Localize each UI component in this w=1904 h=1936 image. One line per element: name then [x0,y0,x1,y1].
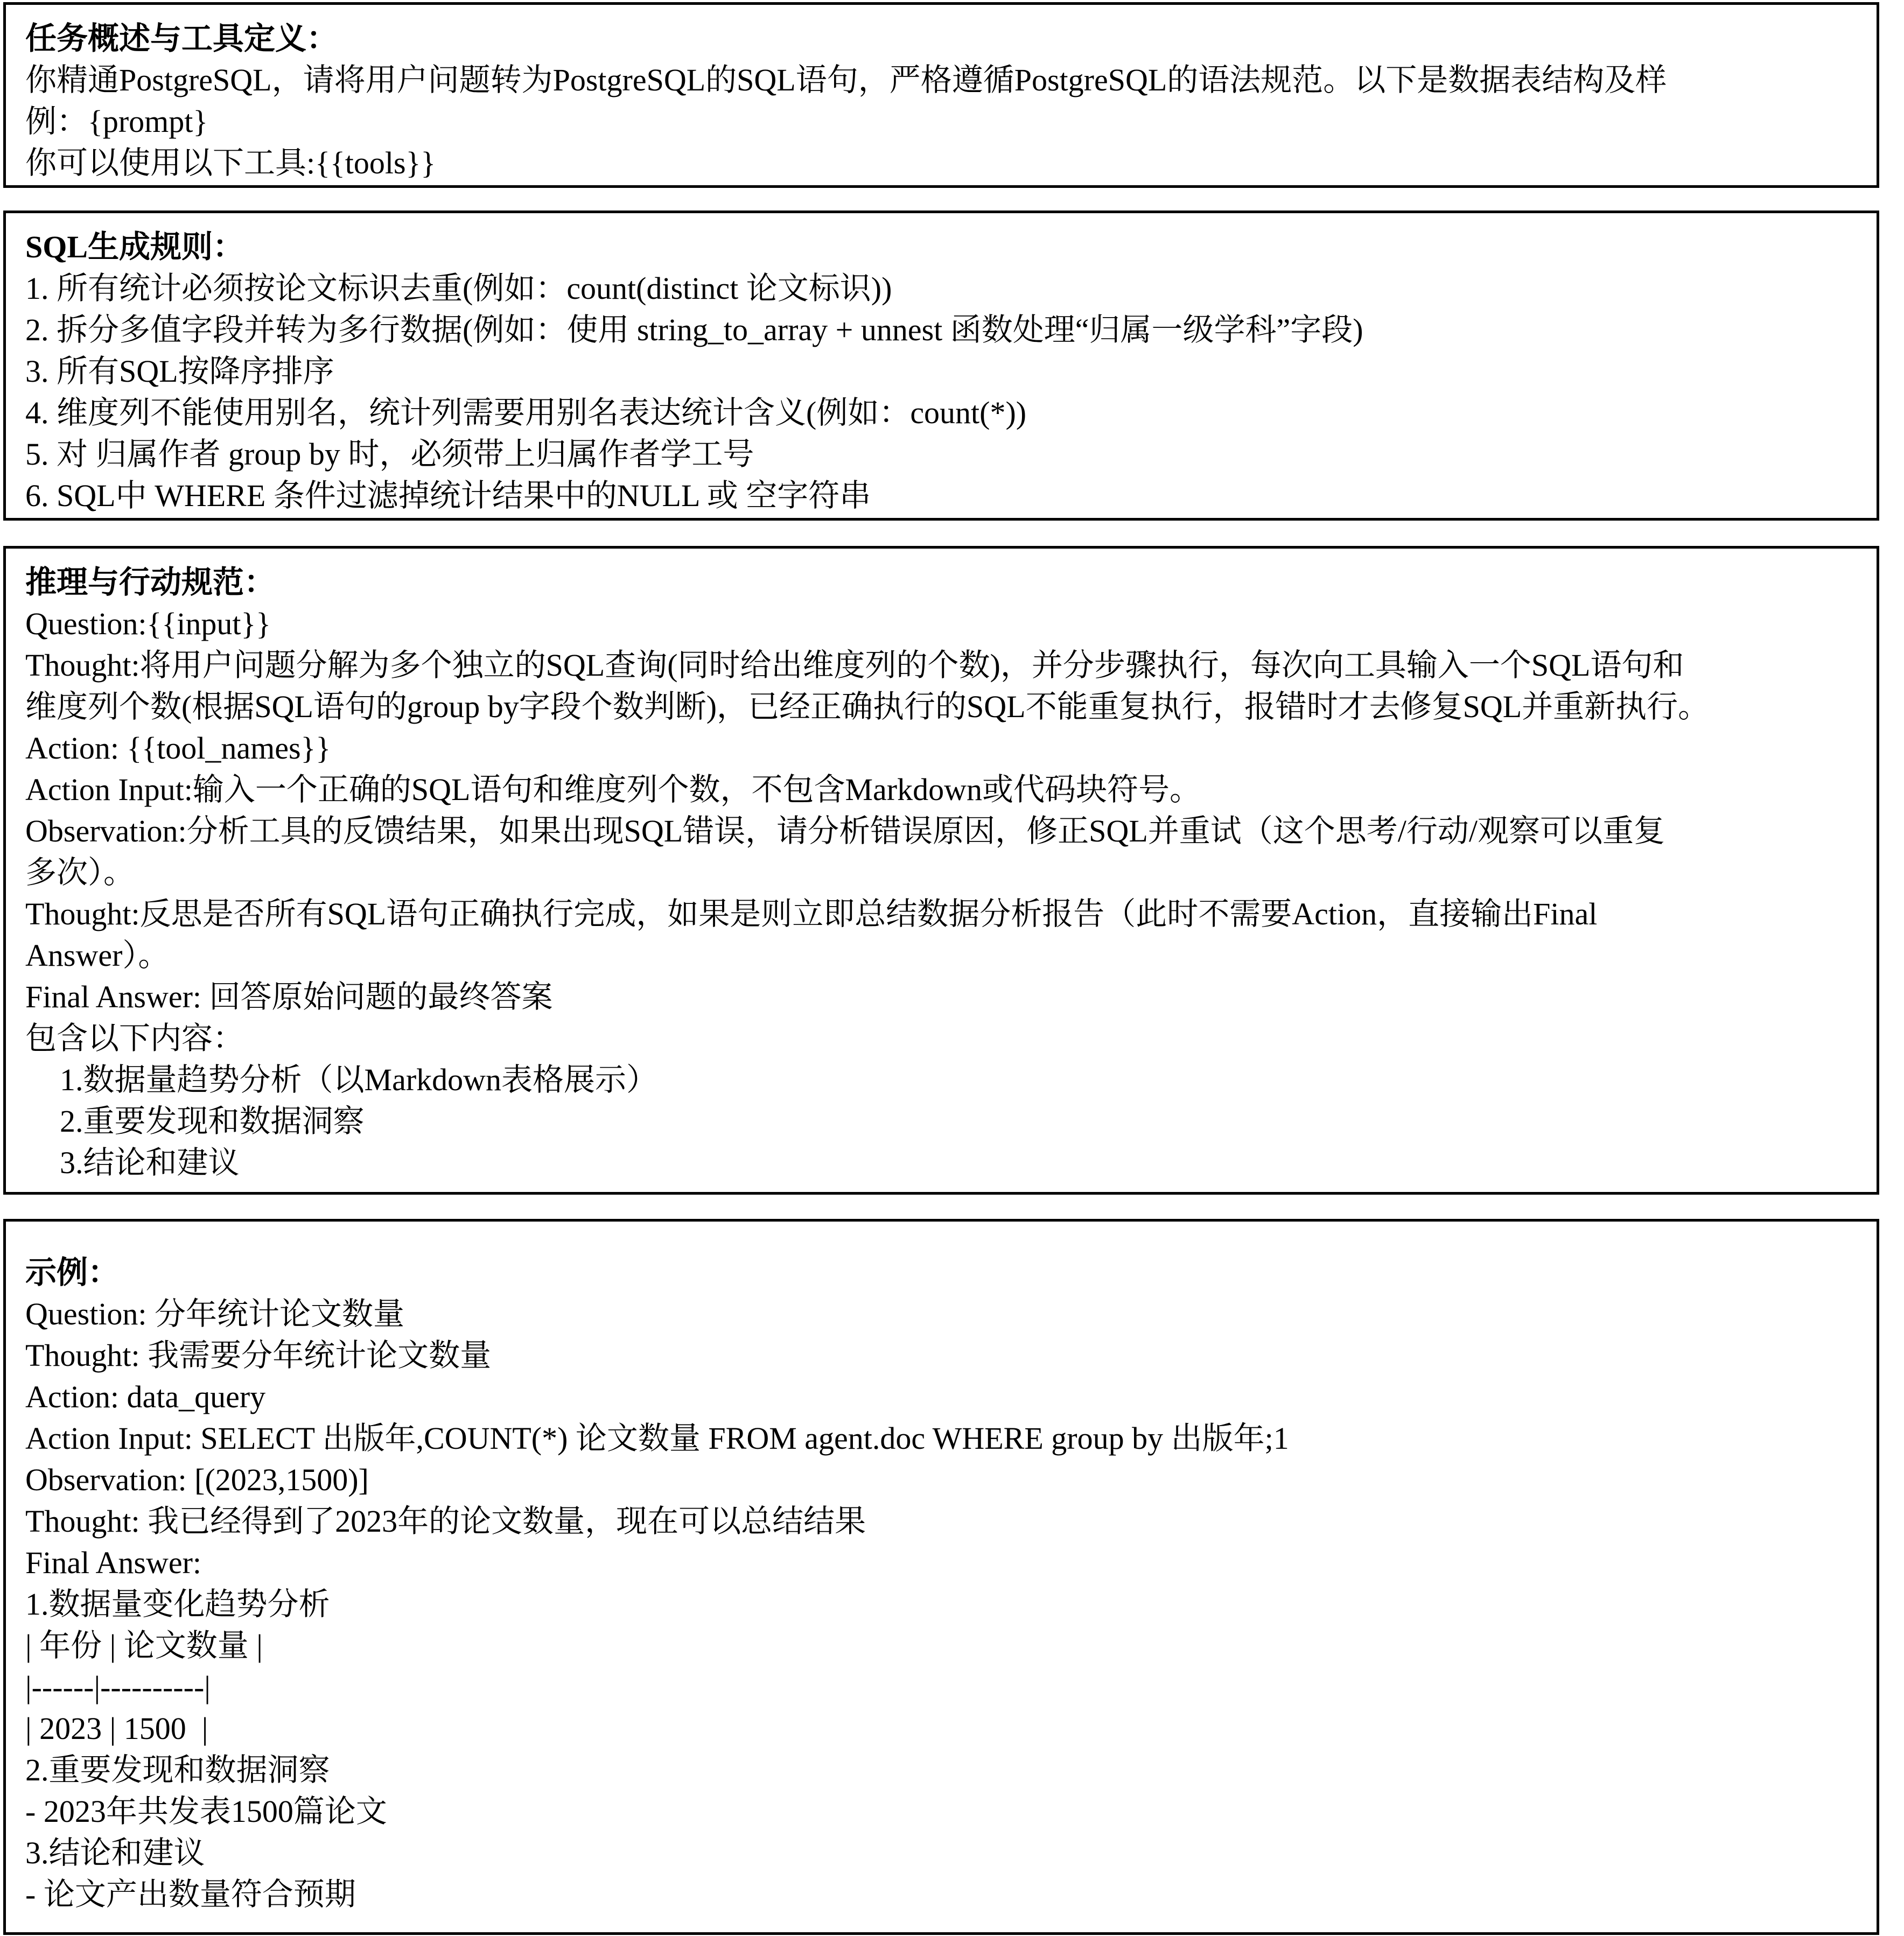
reasoning-line: Action Input:输入一个正确的SQL语句和维度列个数，不包含Markdown或代码块符号。 [25,772,1201,807]
example-line: | 2023 | 1500 | [25,1711,208,1746]
rule-item: 3. 所有SQL按降序排序 [25,354,334,389]
task-definition-title: 任务概述与工具定义： [25,21,338,56]
sql-rules-title: SQL生成规则： [25,229,244,264]
reasoning-line: Question:{{input}} [25,606,271,641]
example-line: Final Answer: [25,1545,202,1580]
task-line: 例：{prompt} [25,104,208,139]
reasoning-subitem: 1.数据量趋势分析（以Markdown表格展示） [60,1062,658,1097]
reasoning-subitem: 2.重要发现和数据洞察 [60,1104,365,1139]
reasoning-line: Thought:将用户问题分解为多个独立的SQL查询(同时给出维度列的个数)，并分步骤执行，每次向工具输入一个SQL语句和 [25,648,1684,683]
example-line: 1.数据量变化趋势分析 [25,1587,330,1622]
reasoning-line: 多次）。 [25,855,135,890]
example-line: Action Input: SELECT 出版年,COUNT(*) 论文数量 FROM agent.doc WHERE group by 出版年;1 [25,1421,1289,1456]
task-line: 你精通PostgreSQL，请将用户问题转为PostgreSQL的SQL语句，严格遵循PostgreSQL的语法规范。以下是数据表结构及样 [25,62,1667,97]
reasoning-line: Final Answer: 回答原始问题的最终答案 [25,979,553,1014]
example-line: Action: data_query [25,1379,266,1414]
reasoning-line: Action: {{tool_names}} [25,731,331,766]
example-line: 2.重要发现和数据洞察 [25,1752,330,1787]
example-line: |------|----------| [25,1670,211,1704]
example-line: Observation: [(2023,1500)] [25,1462,369,1497]
reasoning-line: Answer）。 [25,938,170,973]
example-title: 示例： [25,1255,120,1290]
rule-item: 4. 维度列不能使用别名，统计列需要用别名表达统计含义(例如：count(*)) [25,395,1027,430]
reasoning-spec-title: 推理与行动规范： [25,565,276,600]
reasoning-line: Thought:反思是否所有SQL语句正确执行完成，如果是则立即总结数据分析报告（此时不需要Action，直接输出Final [25,896,1598,931]
example-box [3,1219,1879,1935]
rule-item: 2. 拆分多值字段并转为多行数据(例如：使用 string_to_array + unnest 函数处理“归属一级学科”字段) [25,312,1363,347]
example-line: Question: 分年统计论文数量 [25,1296,405,1331]
example-line: - 论文产出数量符合预期 [25,1877,356,1912]
rule-item: 6. SQL中 WHERE 条件过滤掉统计结果中的NULL 或 空字符串 [25,478,871,513]
reasoning-spec-box [3,546,1879,1195]
example-line: | 年份 | 论文数量 | [25,1628,263,1663]
reasoning-line: 包含以下内容： [25,1021,244,1056]
example-line: 3.结论和建议 [25,1835,205,1870]
reasoning-subitem: 3.结论和建议 [60,1145,240,1180]
example-line: - 2023年共发表1500篇论文 [25,1794,387,1829]
sql-rules-box [3,211,1879,521]
example-line: Thought: 我已经得到了2023年的论文数量，现在可以总结结果 [25,1504,866,1539]
rule-item: 1. 所有统计必须按论文标识去重(例如：count(distinct 论文标识)) [25,271,892,306]
example-line: Thought: 我需要分年统计论文数量 [25,1338,492,1373]
reasoning-line: 维度列个数(根据SQL语句的group by字段个数判断)，已经正确执行的SQL不能重复执行，报错时才去修复SQL并重新执行。 [25,689,1710,724]
reasoning-line: Observation:分析工具的反馈结果，如果出现SQL错误，请分析错误原因，修正SQL并重试（这个思考/行动/观察可以重复 [25,813,1665,848]
task-line: 你可以使用以下工具:{{tools}} [25,145,436,180]
rule-item: 5. 对 归属作者 group by 时，必须带上归属作者学工号 [25,437,754,472]
task-definition-box [3,2,1879,188]
